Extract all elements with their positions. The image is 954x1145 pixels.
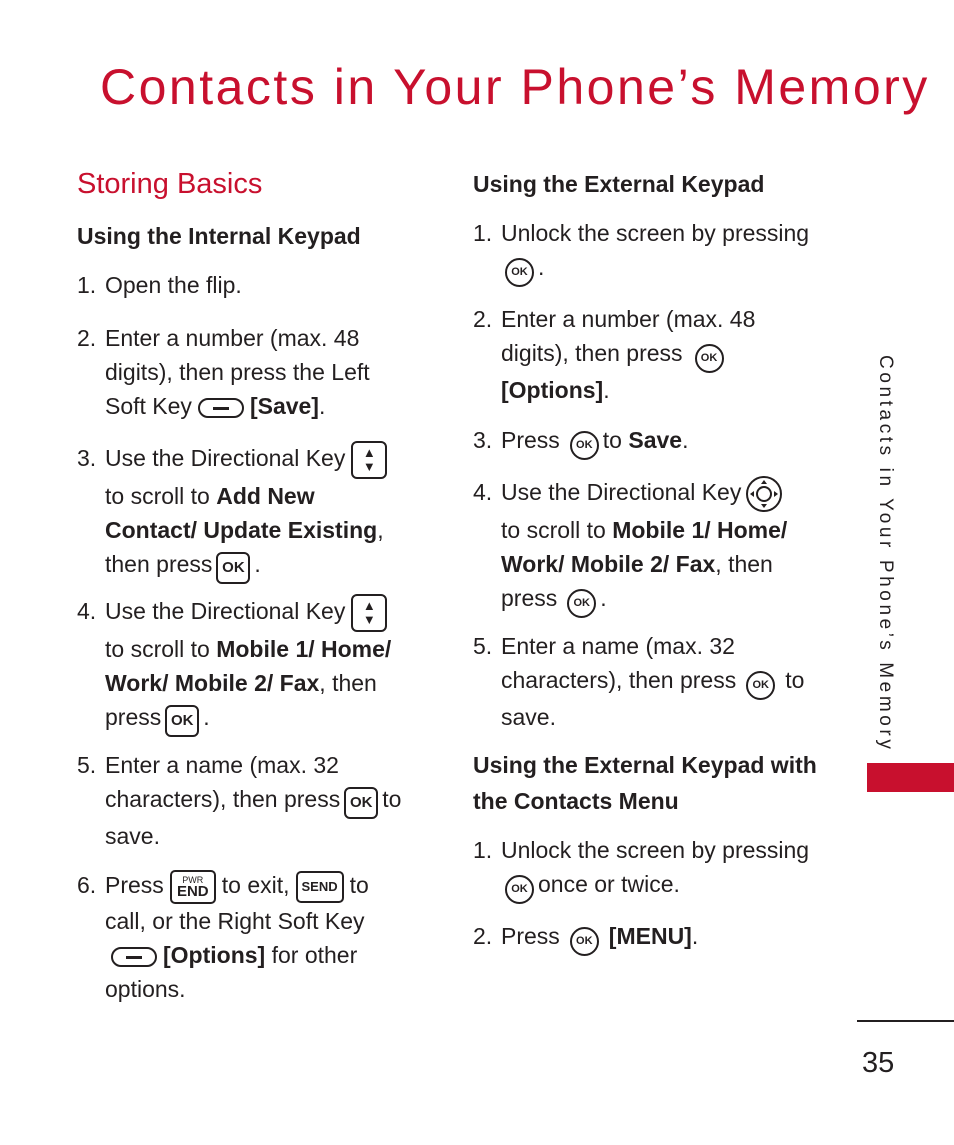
ok-key-icon: OK [216,552,250,584]
step-text: Soft Key [105,393,192,419]
punctuation: , [377,517,384,543]
step-text: to [785,667,805,693]
step-text: for other [271,941,358,968]
step-text: Enter a name (max. 32 [105,752,339,778]
step-text: , then [715,551,773,577]
down-arrow-icon: ▼ [362,612,376,627]
step-text: to [349,872,369,898]
ok-key-icon: OK [570,431,599,460]
step-text: Enter a number (max. 48 [501,306,756,332]
step-number: 2. [473,306,493,332]
heading-line: the Contacts Menu [473,788,679,814]
punctuation: . [203,704,210,730]
menu-step-1 [473,833,809,904]
punctuation: . [538,254,545,280]
step-text: digits), then press [501,340,683,366]
step-text: Enter a number (max. 48 [105,325,360,351]
directional-key-icon [351,594,387,632]
step-text: to scroll to [105,483,210,509]
punctuation: . [600,585,607,611]
option-label: Mobile 1/ Home/ [216,636,392,662]
punctuation: . [691,923,699,949]
step-text: Press [105,872,164,898]
external-keypad-heading: Using the External Keypad [473,171,765,197]
step-number: 1. [77,272,97,298]
step-text: Unlock the screen by pressing [501,837,810,863]
step-text: digits), then press the Left [105,359,370,385]
step-text: Use the Directional Key [105,445,346,472]
step-number: 4. [473,479,493,506]
ok-key-icon: OK [570,927,599,956]
step-text: Enter a name (max. 32 [501,633,735,659]
step-text: to scroll to [105,636,210,662]
ok-key-icon: OK [505,875,534,904]
step-number: 4. [77,598,97,625]
step-number: 1. [473,220,493,246]
step-text: to [602,427,622,453]
option-label: Add New [216,483,315,509]
step-text: Use the Directional Key [501,479,742,506]
punctuation: . [682,427,689,453]
end-label: END [176,883,209,901]
internal-step-6 [77,868,369,1006]
step-number: 2. [473,923,493,949]
option-label: [Options] [501,376,604,403]
pwr-label: PWR [182,875,204,886]
step-number: 6. [77,872,97,898]
down-arrow-icon: ▼ [362,459,376,474]
ok-key-icon: OK [567,589,596,618]
internal-keypad-heading: Using the Internal Keypad [77,223,361,249]
option-label: Save [628,427,683,453]
external-step-3 [473,423,688,460]
option-label: [MENU] [608,923,692,949]
step-text: Press [501,427,560,453]
external-step-1 [473,216,809,287]
step-text: to scroll to [501,517,606,543]
step-text: call, or the Right Soft Key [105,907,365,934]
step-number: 2. [77,325,97,351]
up-arrow-icon: ▲ [362,598,376,613]
step-text: , then [319,670,377,696]
step-number: 3. [473,427,493,453]
ok-key-icon: OK [505,258,534,287]
step-text: to [382,786,402,812]
step-text: press [501,585,558,611]
step-text: Unlock the screen by pressing [501,220,810,246]
punctuation: . [318,393,326,419]
step-text: Open the flip. [105,272,242,298]
internal-step-4 [77,594,393,737]
step-text: save. [501,703,556,730]
ok-key-icon: OK [165,705,199,737]
contacts-menu-heading [473,747,817,819]
page-number: 35 [862,1047,895,1079]
ok-key-icon: OK [746,671,775,700]
directional-key-icon [351,441,387,479]
footer-divider [857,1020,954,1022]
option-label: [Save] [249,393,319,419]
step-text: to exit, [221,872,290,898]
step-number: 1. [473,837,493,863]
page-title: Contacts in Your Phone’s Memory [100,59,930,115]
external-step-5 [473,629,804,734]
section-heading: Storing Basics [77,168,263,200]
option-label: [Options] [163,941,266,968]
send-key-icon: SEND [296,871,344,903]
external-step-4 [473,475,787,618]
step-text: then press [105,551,213,577]
internal-step-3 [77,441,393,584]
option-label: Mobile 1/ Home/ [612,517,788,543]
external-step-2 [473,302,755,407]
step-text: characters), then press [501,667,737,693]
step-text: press [105,704,162,730]
ok-key-icon: OK [344,787,378,819]
step-number: 3. [77,445,97,472]
navigation-key-icon [745,475,783,513]
internal-step-5 [77,748,401,853]
side-tab-marker [867,763,954,792]
step-text: options. [105,975,186,1002]
heading-line: Using the External Keypad with [473,752,817,778]
option-label: Work/ Mobile 2/ Fax [501,551,716,577]
punctuation: . [254,551,261,577]
step-number: 5. [473,633,493,659]
option-label: Work/ Mobile 2/ Fax [105,670,320,696]
step-text: Use the Directional Key [105,598,346,625]
step-text: save. [105,823,160,849]
step-number: 5. [77,752,97,778]
left-soft-key-icon [198,398,244,418]
up-arrow-icon: ▲ [362,445,376,460]
step-text: Press [501,923,560,949]
option-label: Contact/ Update Existing [105,517,378,543]
step-text: characters), then press [105,786,341,812]
menu-step-2 [473,919,698,956]
right-soft-key-icon [111,947,157,967]
ok-key-icon: OK [695,344,724,373]
side-tab-label: Contacts in Your Phone’s Memory [875,355,896,753]
internal-step-2 [77,321,370,423]
end-key-icon [170,870,216,904]
internal-step-1 [77,268,242,302]
punctuation: . [603,376,610,403]
step-text: once or twice. [538,871,680,897]
